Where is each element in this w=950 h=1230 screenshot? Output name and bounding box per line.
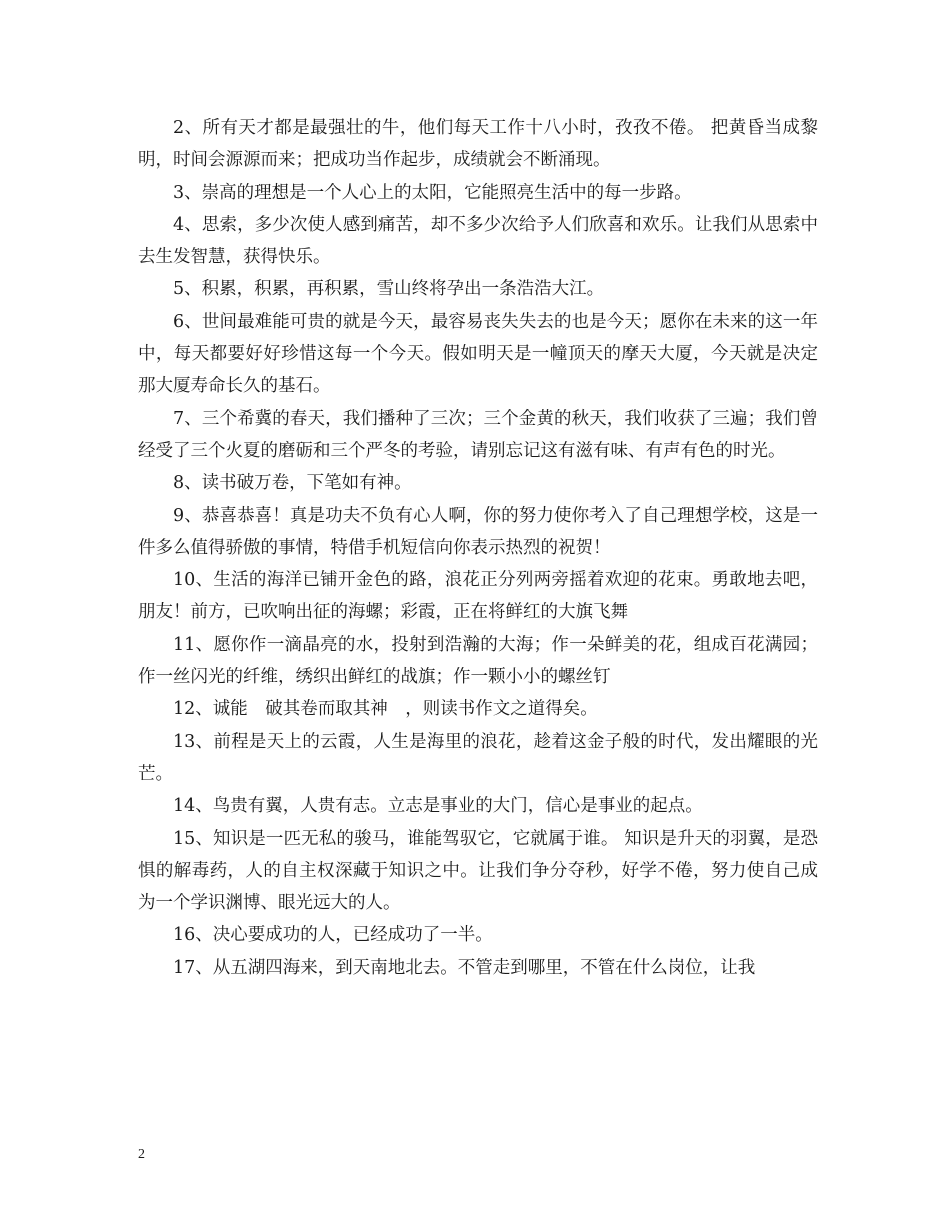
paragraph-13: 13、前程是天上的云霞，人生是海里的浪花，趁着这金子般的时代，发出耀眼的光芒。 bbox=[138, 731, 818, 784]
paragraph-6: 6、世间最难能可贵的就是今天，最容易丧失失去的也是今天；愿你在未来的这一年中，每天都要好好珍惜这每一个今天。假如明天是一幢顶天的摩天大厦，今天就是决定那大厦寿命长久的基石。 bbox=[138, 311, 818, 397]
paragraph-17: 17、从五湖四海来，到天南地北去。不管走到哪里，不管在什么岗位，让我 bbox=[173, 957, 756, 978]
paragraph-11: 11、愿你作一滴晶亮的水，投射到浩瀚的大海；作一朵鲜美的花，组成百花满园；作一丝闪光的纤维，绣织出鲜红的战旗；作一颗小小的螺丝钉 bbox=[138, 634, 818, 688]
paragraph-4: 4、思索，多少次使人感到痛苦，却不多少次给予人们欣喜和欢乐。让我们从思索中去生发智慧，获得快乐。 bbox=[138, 214, 818, 268]
paragraph-16: 16、决心要成功的人，已经成功了一半。 bbox=[173, 925, 493, 946]
paragraph-15: 15、知识是一匹无私的骏马，谁能驾驭它，它就属于谁。 知识是升天的羽翼，是恐惧的解毒药，人的自主权深藏于知识之中。让我们争分夺秒，好学不倦，努力使自己成为一个学识渊博、眼光远大的人。 bbox=[138, 828, 818, 914]
paragraph-7: 7、三个希冀的春天，我们播种了三次；三个金黄的秋天，我们收获了三遍；我们曾经受了三个火夏的磨砺和三个严冬的考验，请别忘记这有滋有味、有声有色的时光。 bbox=[138, 408, 818, 461]
paragraph-8: 8、读书破万卷，下笔如有神。 bbox=[173, 473, 412, 494]
document-body bbox=[138, 112, 818, 984]
paragraph-2: 2、所有天才都是最强壮的牛，他们每天工作十八小时，孜孜不倦。 把黄昏当成黎明，时间会源源而来；把成功当作起步，成绩就会不断涌现。 bbox=[138, 118, 818, 171]
paragraph-12: 12、诚能 破其卷而取其神 ，则读书作文之道得矣。 bbox=[173, 699, 598, 720]
page-number: 2 bbox=[138, 1147, 145, 1162]
paragraph-9: 9、恭喜恭喜！真是功夫不负有心人啊，你的努力使你考入了自己理想学校，这是一件多么值得骄傲的事情，特借手机短信向你表示热烈的祝贺！ bbox=[138, 505, 818, 558]
paragraph-10: 10、生活的海洋已铺开金色的路，浪花正分列两旁摇着欢迎的花束。勇敢地去吧，朋友！前方，已吹响出征的海螺；彩霞，正在将鲜红的大旗飞舞 bbox=[138, 570, 818, 623]
paragraph-5: 5、积累，积累，再积累，雪山终将孕出一条浩浩大江。 bbox=[173, 279, 605, 300]
paragraph-3: 3、崇高的理想是一个人心上的太阳，它能照亮生活中的每一步路。 bbox=[173, 182, 692, 203]
paragraph-14: 14、鸟贵有翼，人贵有志。立志是事业的大门，信心是事业的起点。 bbox=[173, 796, 703, 817]
